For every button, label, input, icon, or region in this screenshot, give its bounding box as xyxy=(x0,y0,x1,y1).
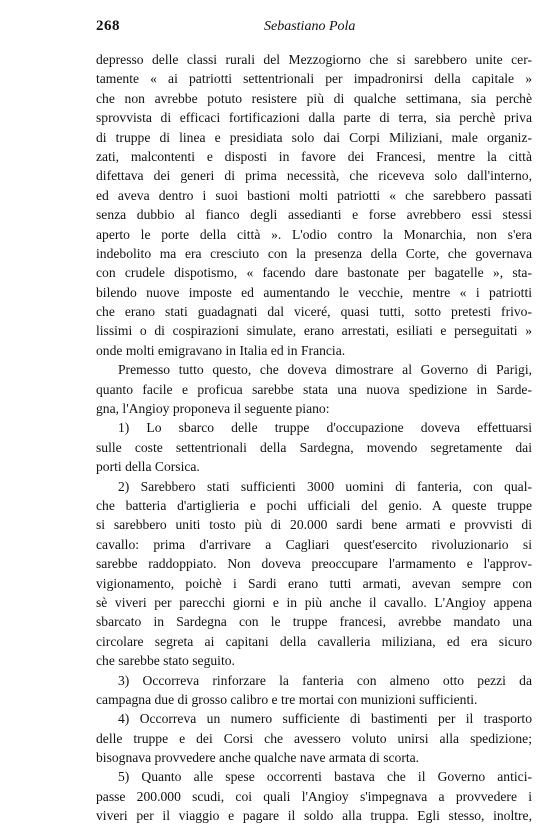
text-line: sbarcato in Sardegna con le truppe francesi, avrebbe mandato una xyxy=(96,614,532,630)
text-line: difettava dei generi di prima necessità, che riceveva solo dall'interno, xyxy=(96,168,532,184)
text-line: cavallo: prima d'arrivare a Cagliari quest'esercito rivoluzionario si xyxy=(96,536,532,552)
text-line: 5) Quanto alle spese occorrenti bastava che il Governo antici- xyxy=(118,769,532,785)
page-header xyxy=(96,18,532,40)
text-line: che batteria d'artiglieria e pochi ufficiali del genio. A queste truppe xyxy=(96,497,532,513)
text-line: aperto le porte della città ». L'odio contro la Monarchia, non s'era xyxy=(96,226,532,242)
text-line: delle truppe e dei Corsi che avessero voluto unirsi alla spedizione; xyxy=(96,730,532,746)
page-number: 268 xyxy=(96,18,120,34)
running-head: Sebastiano Pola xyxy=(264,19,356,34)
text-line: lissimi o di cospirazioni simulate, erano arrestati, esiliati e perseguitati » xyxy=(96,323,532,339)
text-line: 4) Occorreva un numero sufficiente di bastimenti per il trasporto xyxy=(118,711,532,727)
text-line: bisognava provvedere anche qualche nave armata di scorta. xyxy=(96,750,420,766)
text-line: bilendo nuove imposte ed aumentando le vecchie, mentre « i patriotti xyxy=(96,284,532,300)
text-line: senza dubbio al fianco degli assedianti e forse avrebbero essi stessi xyxy=(96,207,532,223)
text-line: 2) Sarebbero stati sufficienti 3000 uomini di fanteria, con qual- xyxy=(118,478,532,494)
text-line: si sarebbero uniti tosto più di 20.000 sardi bene armati e provvisti di xyxy=(96,517,532,533)
text-line: con crudele dispotismo, « facendo dare bastonate per bagatelle », sta- xyxy=(96,265,532,281)
text-line: viveri per il viaggio e pagare il soldo alla truppa. Egli stesso, inoltre, xyxy=(96,808,532,824)
text-line: campagna due di grosso calibro e tre mortai con munizioni sufficienti. xyxy=(96,691,478,707)
text-line: sulle coste settentrionali della Sardegna, movendo segretamente dai xyxy=(96,439,532,455)
text-line: tamente « ai patriotti settentrionali per impadronirsi della capitale » xyxy=(96,71,532,87)
text-line: onde molti emigravano in Italia ed in Francia. xyxy=(96,342,346,358)
text-line: indebolito ma era cresciuto con la presenza della Corte, che governava xyxy=(96,245,532,261)
text-line: Premesso tutto questo, che doveva dimostrare al Governo di Parigi, xyxy=(118,362,532,378)
text-line: sè viveri per parecchi giorni e in più anche il cavallo. L'Angioy appena xyxy=(96,594,532,610)
text-line: che sarebbe stato seguito. xyxy=(96,653,235,669)
text-line: depresso delle classi rurali del Mezzogiorno che si sarebbero unite cer- xyxy=(96,52,532,67)
text-line: quanto facile e proficua sarebbe stata una nuova spedizione in Sarde- xyxy=(96,381,532,397)
text-line: 3) Occorreva rinforzare la fanteria con almeno otto pezzi da xyxy=(118,672,532,688)
text-line: che non avrebbe potuto resistere più di qualche settimana, sia perchè xyxy=(96,90,532,106)
text-line: passe 200.000 scudi, coi quali l'Angioy s'impegnava a provvedere i xyxy=(96,788,532,804)
text-line: che erano stati guadagnati dal viceré, quasi tutti, sotto pretesti frivo- xyxy=(96,304,532,320)
text-line: 1) Lo sbarco delle truppe d'occupazione doveva effettuarsi xyxy=(118,420,532,436)
body-text xyxy=(96,50,532,826)
text-line: di truppe di linea e presidiata solo dai Corpi Miliziani, male organiz- xyxy=(96,129,532,145)
text-line: vigionamento, poichè i Sardi erano tutti armati, avevan sempre con xyxy=(96,575,532,591)
text-line: sprovvista di efficaci fortificazioni dalla parte di terra, sia perchè priva xyxy=(96,110,532,126)
text-line: gna, l'Angioy proponeva il seguente piano: xyxy=(96,401,330,417)
text-line: circolare segreta ai capitani della cavalleria miliziana, ed era sicuro xyxy=(96,633,532,649)
text-line: porti della Corsica. xyxy=(96,459,200,475)
text-line: sarebbe raddoppiato. Non doveva preoccupare l'armamento e l'approv- xyxy=(96,556,532,572)
text-line: zati, malcontenti e disposti in favore dei Francesi, mentre la città xyxy=(96,148,532,164)
text-line: ed aveva dentro i suoi bastioni molti patriotti « che sarebbero passati xyxy=(96,187,532,203)
